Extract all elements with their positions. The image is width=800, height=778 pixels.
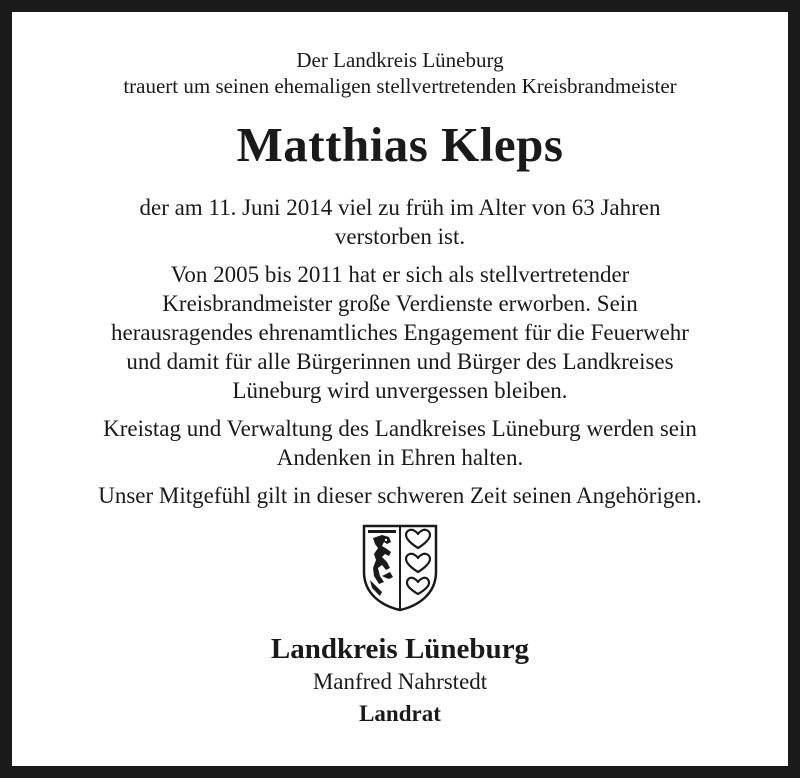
text-line: Von 2005 bis 2011 hat er sich als stellvertretender <box>170 262 630 287</box>
organization-name: Landkreis Lüneburg <box>270 633 530 665</box>
paragraph-condolence <box>12 481 788 510</box>
text-line: herausragendes ehrenamtliches Engagement für die Feuerwehr <box>111 320 689 345</box>
deceased-name: Matthias Kleps <box>236 117 564 172</box>
paragraph-merits <box>12 260 788 405</box>
obituary-notice <box>12 12 788 728</box>
signer-name: Manfred Nahrstedt <box>312 669 488 694</box>
text-line: verstorben ist. <box>334 224 466 249</box>
text-line: Kreisbrandmeister große Verdienste erworben. Sein <box>162 291 638 316</box>
text-line: und damit für alle Bürgerinnen und Bürger des Landkreises <box>126 349 674 374</box>
signer-title: Landrat <box>359 701 441 726</box>
text-line: Lüneburg wird unvergessen bleiben. <box>232 378 568 403</box>
text-line: der am 11. Juni 2014 viel zu früh im Alter von 63 Jahren <box>139 195 661 220</box>
coat-of-arms-icon <box>360 522 440 612</box>
intro-line-2: trauert um seinen ehemaligen stellvertretenden Kreisbrandmeister <box>123 74 677 98</box>
intro-text <box>12 47 788 99</box>
paragraph-death-date <box>12 193 788 251</box>
text-line: Kreistag und Verwaltung des Landkreises Lüneburg werden sein <box>103 416 697 441</box>
paragraph-remembrance <box>12 414 788 472</box>
text-line: Unser Mitgefühl gilt in dieser schweren Zeit seinen Angehörigen. <box>98 483 702 508</box>
text-line: Andenken in Ehren halten. <box>276 445 524 470</box>
intro-line-1: Der Landkreis Lüneburg <box>296 48 504 72</box>
